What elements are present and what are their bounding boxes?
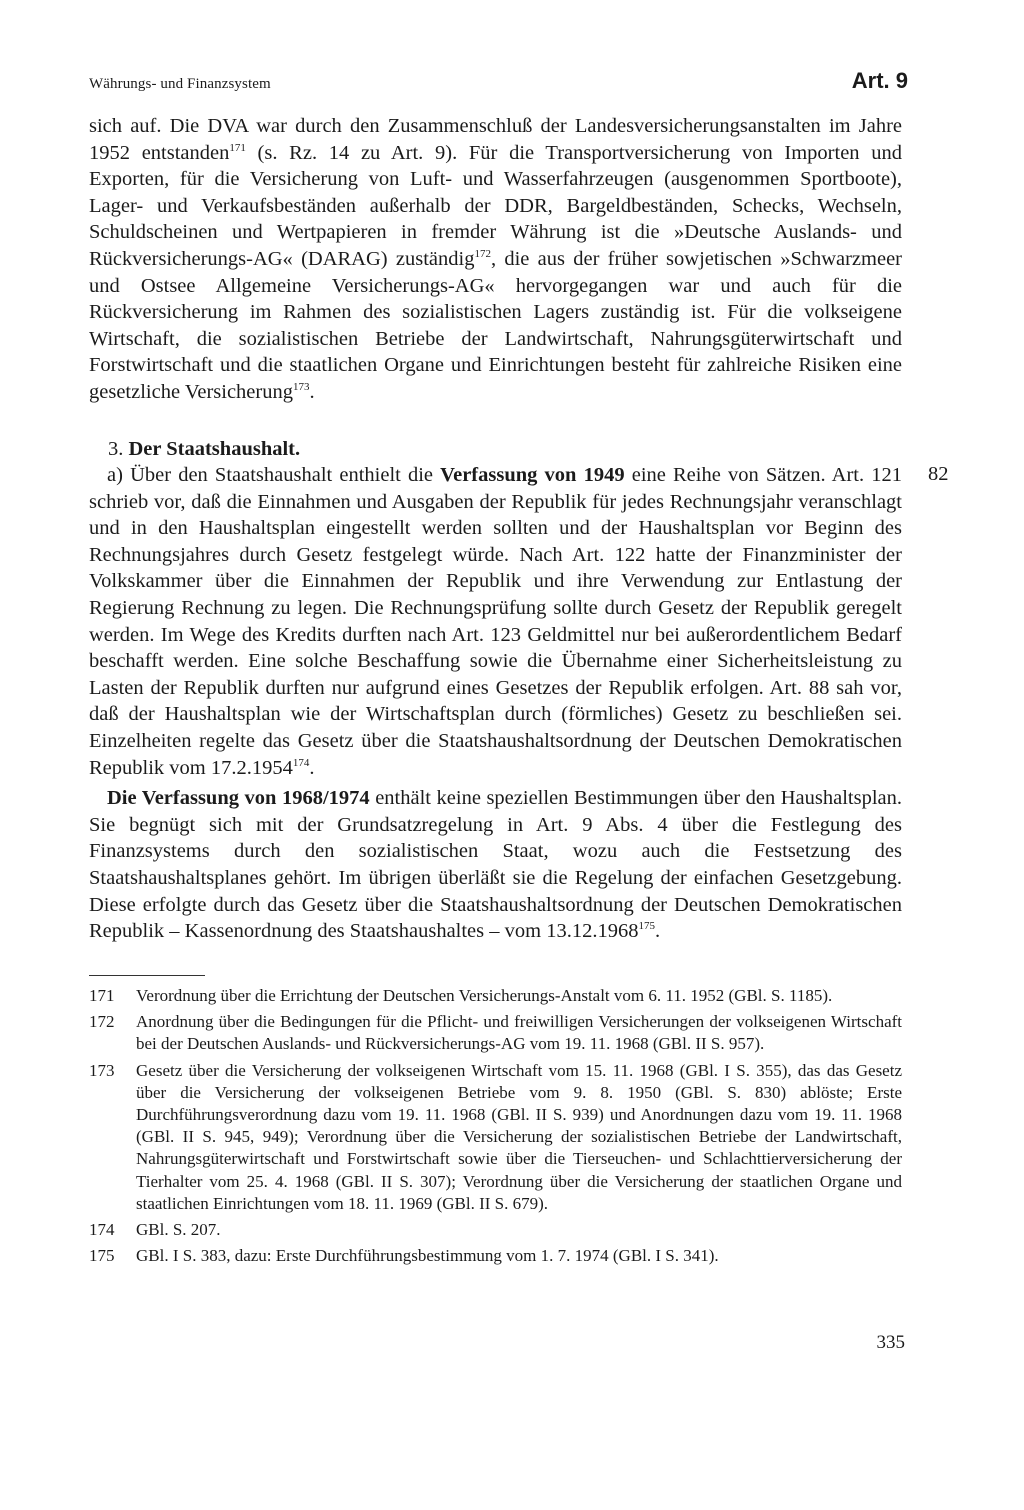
para-b-end: .: [654, 920, 661, 943]
intro-text-1: sich auf. Die DVA war durch den Zusammenschluß der Landesversicherungsanstalten im Jahre 1952 entstanden: [89, 115, 902, 164]
intro-text-2: (s. Rz. 14 zu Art. 9). Für die Transportversicherung von Importen und Exporten, für die Versicherung von Luft- und Wasserfahrzeugen (ausgenommen Sportboote), Lager- und Verkaufsbeständen außerhalb der DDR, Bargeldbeständen, Schecks, Wechseln, Schuldscheinen und Wertpapieren in fremder Währung ist die »Deutsche Auslands- und Rückversicherungs-AG« (DARAG) zuständig: [89, 141, 902, 270]
section-title: Der Staatshaushalt.: [128, 438, 301, 460]
paragraph-a: [89, 462, 902, 781]
intro-paragraph: [89, 113, 902, 406]
page-number: 335: [876, 1332, 905, 1353]
footnote-number: 173: [89, 1060, 115, 1080]
footnote-item: [89, 1060, 902, 1215]
para-a-text: eine Reihe von Sätzen. Art. 121 schrieb vor, daß die Einnahmen und Ausgaben der Republik für jedes Rechnungsjahr veranschlagt und in den Haushaltsplan eingestellt werden sollten und der Haushaltsplan vor Beginn des Rechnungsjahres durch Gesetz festgelegt würde. Nach Art. 122 hatte der Finanzminister der Volkskammer über die Einnahmen der Republik und ihre Verwendung zur Entlastung der Regierung Rechnung zu legen. Die Rechnungsprüfung sollte durch Gesetz der Republik geregelt werden. Im Wege des Kredits durften nach Art. 123 Geldmittel nur bei außerordentlichem Bedarf beschafft werden. Eine solche Beschaffung sowie die Übernahme einer Sicherheitsleistung zu Lasten der Republik durften nur aufgrund eines Gesetzes der Republik erfolgen. Art. 88 sah vor, daß der Haushaltsplan wie der Wirtschaftsplan durch (förmliches) Gesetz zu beschließen sei. Einzelheiten regelte das Gesetz über die Staatshaushaltsordnung der Deutschen Demokratischen Republik vom 17.2.1954: [89, 464, 902, 779]
para-b-bold: Die Verfassung von 1968/1974: [107, 787, 370, 810]
para-a-lead: a) Über den Staatshaushalt enthielt die: [107, 464, 441, 486]
margin-number: 82: [928, 463, 949, 485]
footnote-number: 174: [89, 1220, 115, 1240]
footnote-number: 172: [89, 1012, 115, 1032]
footnote-text: Gesetz über die Versicherung der volkseigenen Wirtschaft vom 15. 11. 1968 (GBl. I S. 355), das das Gesetz über die Versicherung der volkseigenen Betriebe vom 9. 8. 1950 (GBl. S. 830) ablöste; Erste Durchführungsverordnung dazu vom 19. 11. 1968 (GBl. II S. 939) und Anordnungen dazu vom 19. 11. 1968 (GBl. II S. 945, 949); Verordnung über die Versicherung der sozialistischen Betriebe der Landwirtschaft, Nahrungsgüterwirtschaft und Forstwirtschaft sowie über die Tierseuchen- und Schlachttierversicherung der Tierhalter vom 25. 4. 1968 (GBl. II S. 307); Verordnung über die Versicherung der staatlichen Organe und staatlichen Einrichtungen vom 18. 11. 1969 (GBl. II S. 679).: [136, 1060, 902, 1213]
footnote-item: [89, 1245, 902, 1267]
footnote-ref-171[interactable]: 171: [229, 141, 246, 154]
footnote-item: [89, 1219, 902, 1241]
article-label: Art. 9: [851, 68, 908, 93]
running-header-title: Währungs- und Finanzsystem: [89, 76, 271, 92]
footnote-number: 171: [89, 986, 115, 1005]
para-b-text: enthält keine speziellen Bestimmungen über den Haushaltsplan. Sie begnügt sich mit der Grundsatzregelung in Art. 9 Abs. 4 über die Festlegung des Finanzsystems durch den sozialistischen Staat, wozu auch die Festsetzung des Staatshaushaltsplanes gehört. Im übrigen überläßt sie die Regelung der einfachen Gesetzgebung. Diese erfolgte durch das Gesetz über die Staatshaushaltsordnung der Deutschen Demokratischen Republik – Kassenordnung des Staatshaushaltes – vom 13.12.1968: [89, 787, 903, 943]
footnote-item: [89, 985, 902, 1007]
footnote-divider: [89, 975, 205, 976]
para-a-bold: Verfassung von 1949: [440, 464, 625, 486]
intro-text-4: .: [309, 380, 315, 403]
footnote-item: [89, 1011, 902, 1055]
section-heading: [108, 438, 300, 461]
footnote-text: Anordnung über die Bedingungen für die Pflicht- und freiwilligen Versicherungen der volkseigenen Wirtschaft bei der Deutschen Auslands- und Rückversicherungs-AG vom 19. 11. 1968 (GBl. II S. 957).: [136, 1012, 902, 1054]
section-body: [89, 462, 902, 945]
paragraph-b: [89, 785, 902, 945]
footnote-text: GBl. I S. 383, dazu: Erste Durchführungsbestimmung vom 1. 7. 1974 (GBl. I S. 341).: [136, 1246, 719, 1266]
para-a-end: .: [309, 756, 315, 779]
footnotes: [89, 985, 902, 1271]
intro-text-3: , die aus der früher sowjetischen »Schwarzmeer und Ostsee Allgemeine Versicherungs-AG« hervorgegangen war und auch für die Rückversicherung im Rahmen des sozialistischen Lagers zuständig ist. Für die volkseigene Wirtschaft, die sozialistischen Betriebe der Landwirtschaft, Nahrungsgüterwirtschaft und Forstwirtschaft und die staatlichen Organe und Einrichtungen besteht für zahlreiche Risiken eine gesetzliche Versicherung: [89, 247, 902, 403]
section-number: 3.: [108, 438, 124, 460]
footnote-ref-174[interactable]: 174: [292, 756, 310, 769]
footnote-number: 175: [89, 1246, 115, 1266]
footnote-text: GBl. S. 207.: [136, 1220, 221, 1240]
footnote-ref-173[interactable]: 173: [292, 380, 310, 393]
footnote-ref-175[interactable]: 175: [638, 920, 655, 933]
footnote-ref-172[interactable]: 172: [474, 247, 491, 260]
footnote-text: Verordnung über die Errichtung der Deutschen Versicherungs-Anstalt vom 6. 11. 1952 (GBl. S. 1185).: [136, 986, 833, 1005]
